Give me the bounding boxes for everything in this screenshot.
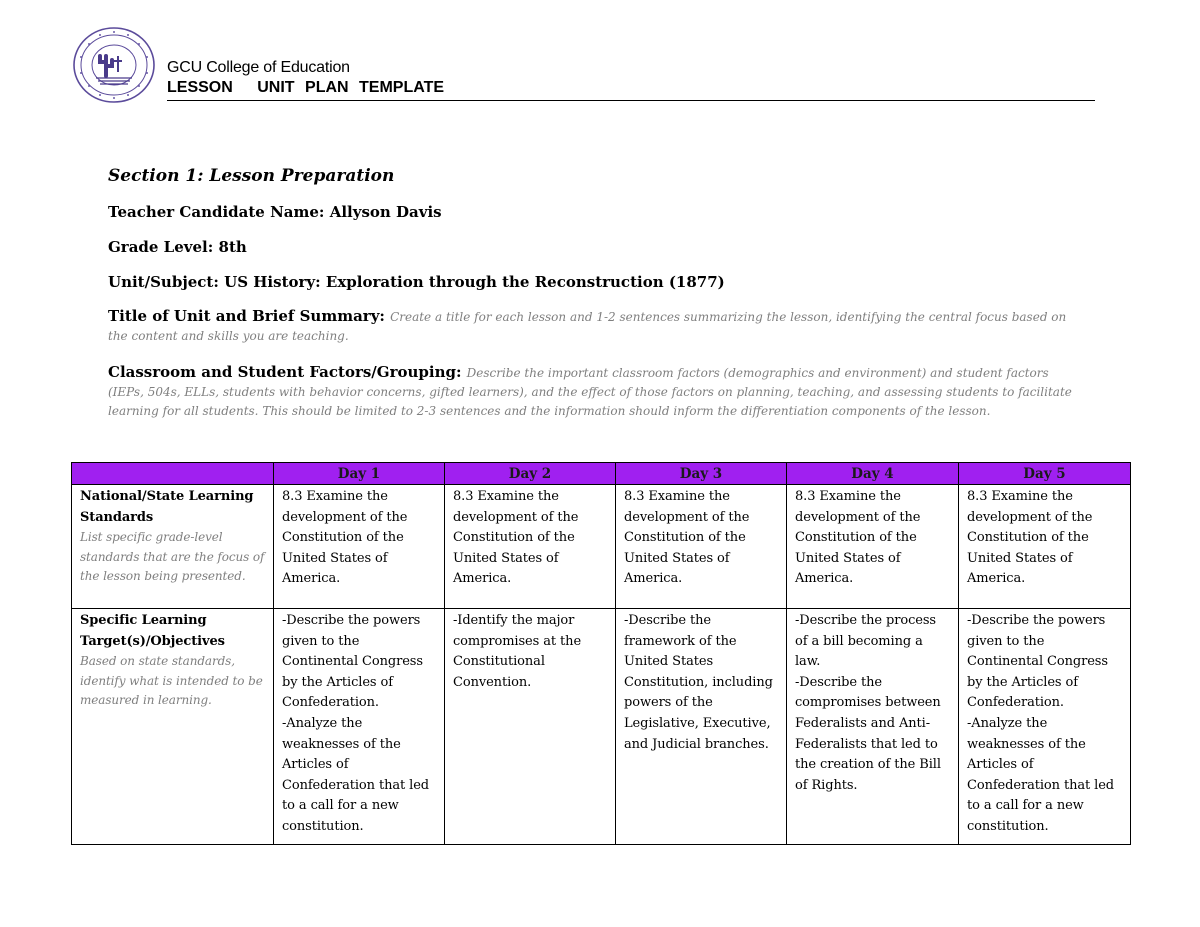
table-cell (274, 609, 445, 845)
cell-text: 8.3 Examine the development of the Constitution of the United States of America. (624, 489, 750, 587)
lesson-plan-table (71, 462, 1131, 845)
day-header: Day 1 (274, 463, 445, 485)
template-title (167, 78, 1095, 101)
row-label-cell (72, 609, 274, 845)
table-row (72, 485, 1131, 609)
section-title: Section 1: Lesson Preparation (108, 166, 395, 186)
cell-text: -Describe the powers given to the Continental Congress by the Articles of Confederation. -Analyze the weaknesses of the Articles of Confederation that led to a call for a new constitution. (282, 613, 430, 834)
cell-text: 8.3 Examine the development of the Constitution of the United States of America. (453, 489, 579, 587)
table-cell (959, 485, 1131, 609)
title-summary-hint: Create a title for each lesson and 1-2 sentences summarizing the lesson, identifying the central focus based on the content and skills you are teaching. (108, 310, 1067, 343)
template-title-part: LESSON (167, 79, 233, 96)
day-header: Day 3 (616, 463, 787, 485)
grade-level-field (108, 237, 1088, 257)
table-cell (787, 609, 959, 845)
classroom-factors-label: Classroom and Student Factors/Grouping: (108, 363, 462, 381)
teacher-name-label: Teacher Candidate Name: (108, 203, 325, 221)
table-header-row (72, 463, 1131, 485)
title-summary-field (108, 307, 1088, 345)
row-label-cell (72, 485, 274, 609)
row-label: Specific Learning Target(s)/Objectives (80, 613, 225, 649)
lesson-preparation-section (108, 166, 1088, 438)
grade-level-value: 8th (218, 238, 247, 256)
table-cell (959, 609, 1131, 845)
table-cell (274, 485, 445, 609)
classroom-factors-field (108, 363, 1088, 420)
day-header: Day 2 (445, 463, 616, 485)
day-header: Day 4 (787, 463, 959, 485)
college-name: GCU College of Education (167, 59, 350, 76)
document-header (167, 58, 1095, 101)
unit-subject-value: US History: Exploration through the Reconstruction (1877) (224, 273, 725, 291)
table-cell (445, 609, 616, 845)
template-title-part: UNIT (257, 79, 295, 96)
table-cell (445, 485, 616, 609)
cell-text: -Describe the powers given to the Continental Congress by the Articles of Confederation. -Analyze the weaknesses of the Articles of Confederation that led to a call for a new constitution. (967, 613, 1115, 834)
grade-level-label: Grade Level: (108, 238, 214, 256)
template-title-part: PLAN TEMPLATE (305, 79, 445, 96)
cell-text: 8.3 Examine the development of the Constitution of the United States of America. (282, 489, 408, 587)
unit-subject-label: Unit/Subject: (108, 273, 219, 291)
title-summary-label: Title of Unit and Brief Summary: (108, 307, 385, 325)
table-row (72, 609, 1131, 845)
university-seal-logo (72, 26, 156, 104)
table-cell (787, 485, 959, 609)
teacher-name-value: Allyson Davis (329, 203, 442, 221)
row-hint: List specific grade-level standards that are the focus of the lesson being presented. (80, 530, 265, 584)
day-header: Day 5 (959, 463, 1131, 485)
cell-text: -Identify the major compromises at the Constitutional Convention. (453, 613, 582, 690)
unit-subject-field (108, 272, 1088, 292)
row-hint: Based on state standards, identify what is intended to be measured in learning. (80, 654, 263, 708)
corner-header-cell (72, 463, 274, 485)
cell-text: 8.3 Examine the development of the Constitution of the United States of America. (795, 489, 921, 587)
row-label: National/State Learning Standards (80, 489, 254, 525)
table-cell (616, 485, 787, 609)
cell-text: -Describe the framework of the United States Constitution, including powers of the Legislative, Executive, and Judicial branches. (624, 613, 773, 752)
cell-text: 8.3 Examine the development of the Constitution of the United States of America. (967, 489, 1093, 587)
classroom-factors-hint: Describe the important classroom factors (demographics and environment) and student factors (IEPs, 504s, ELLs, students with behavior concerns, gifted learners), and the effect of those factors on planning, teaching, and assessing students to facilitate learning for all students. This should be limited to 2-3 sentences and the information should inform the differentiation components of the lesson. (108, 366, 1072, 418)
table-cell (616, 609, 787, 845)
teacher-name-field (108, 202, 1088, 222)
cell-text: -Describe the process of a bill becoming a law. -Describe the compromises between Federalists and Anti-Federalists that led to the creation of the Bill of Rights. (795, 613, 941, 793)
